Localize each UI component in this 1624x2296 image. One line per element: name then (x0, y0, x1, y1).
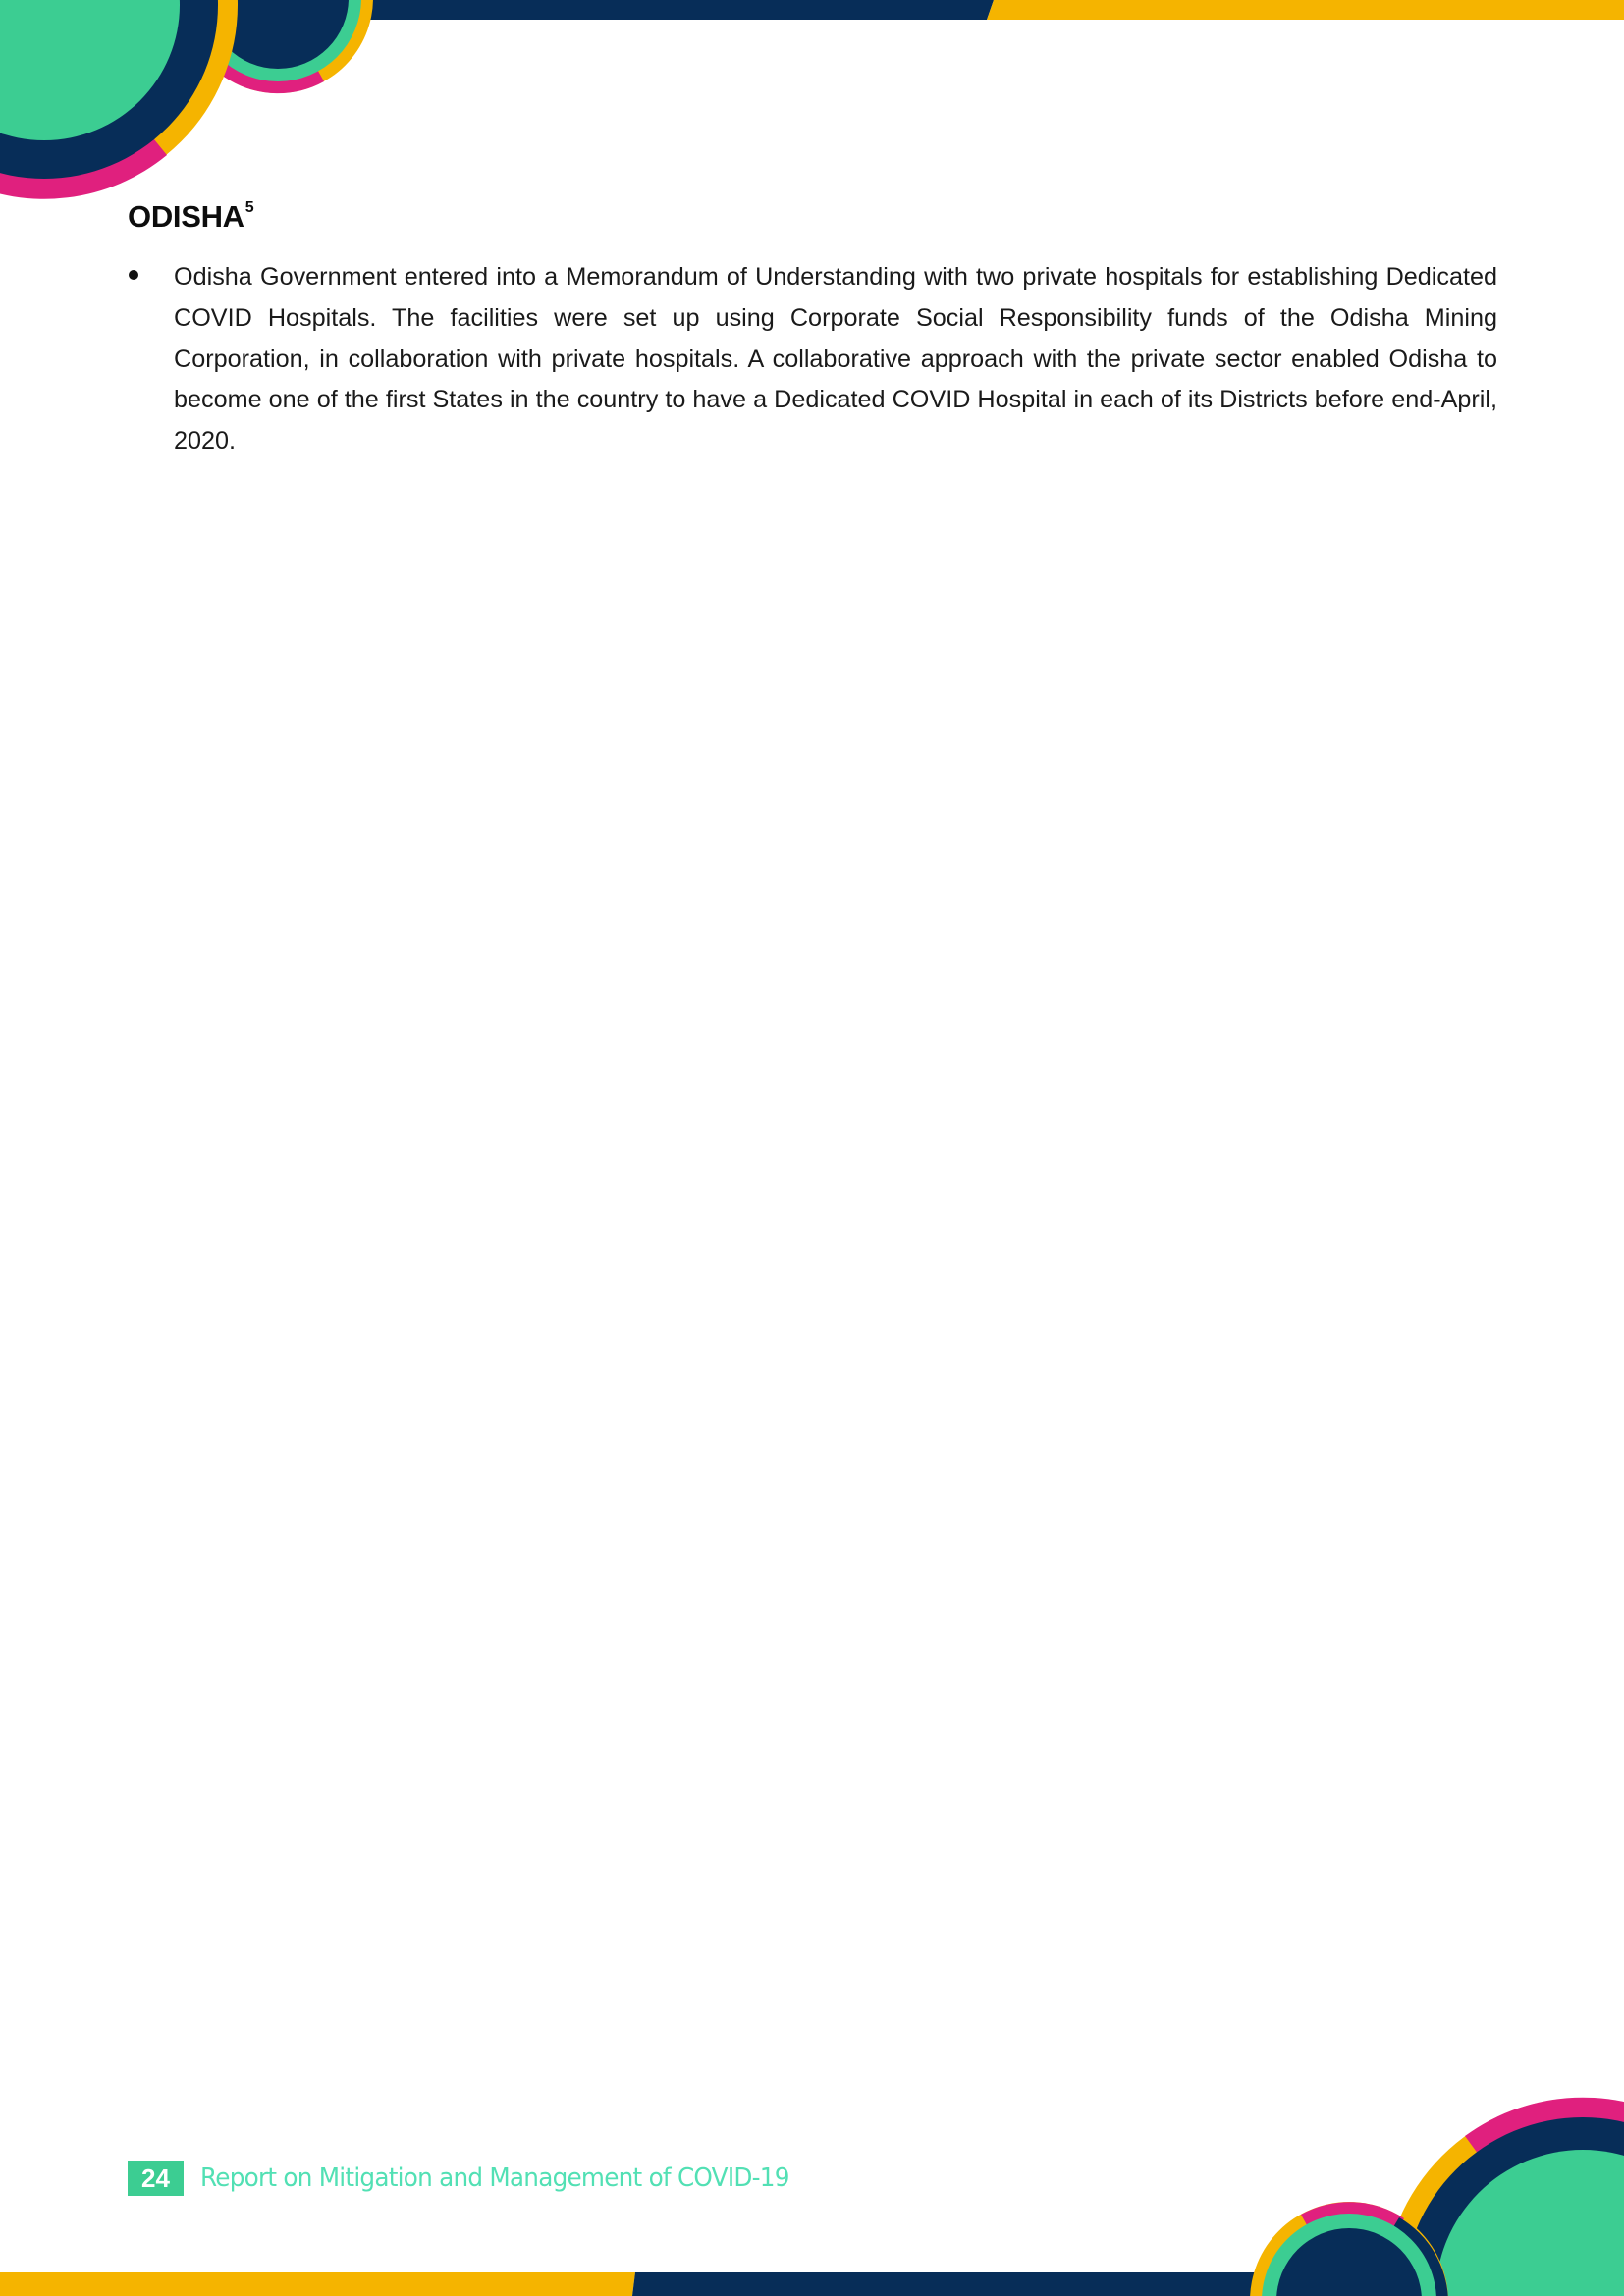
footer-decoration (0, 2061, 1624, 2296)
footer-report-title: Report on Mitigation and Management of COVID-19 (200, 2163, 789, 2193)
footnote-reference[interactable]: 5 (244, 198, 254, 216)
bottom-right-circles-icon (1250, 2098, 1624, 2296)
bullet-text: Odisha Government entered into a Memorandum of Understanding with two private hospitals for establishing Dedicated COVID Hospitals. The facilities were set up using Corporate Social Responsibility funds of the Odisha Mining Corporation, in collaboration with private hospitals. A collaborative approach with the private sector enabled Odisha to become one of the first States in the country to have a Dedicated COVID Hospital in each of its Districts before end-April, 2020. (174, 263, 1497, 455)
bullet-list (128, 257, 1497, 462)
list-item (128, 257, 1497, 462)
section-heading (128, 199, 253, 235)
top-bar (295, 0, 1624, 20)
top-left-circles-icon (0, 0, 373, 199)
page-number-badge: 24 (128, 2161, 184, 2196)
bullet-icon (129, 270, 138, 280)
section-title: ODISHA (128, 199, 244, 234)
bottom-bar (0, 2272, 1276, 2296)
